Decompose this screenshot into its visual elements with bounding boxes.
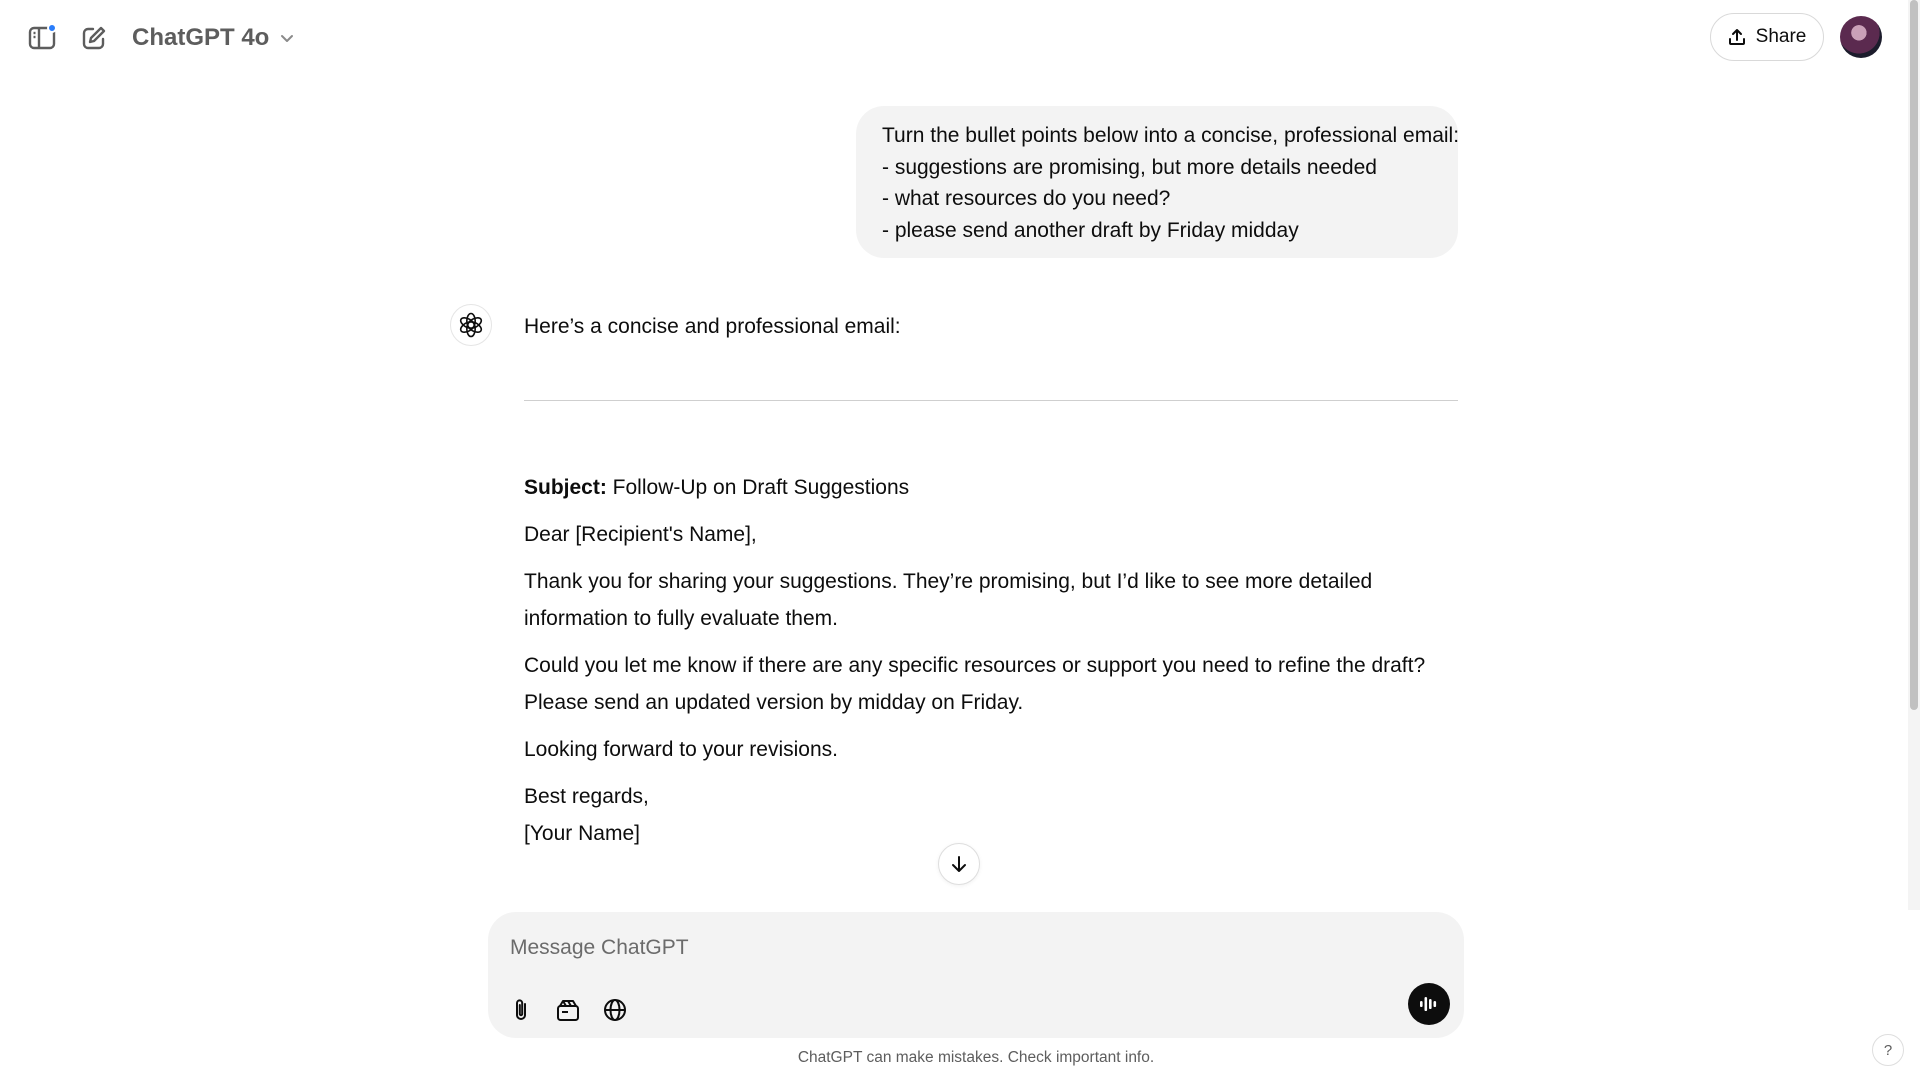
email-paragraph: Thank you for sharing your suggestions. They’re promising, but I’d like to see more detailed information to fully evaluate them. <box>524 570 1373 630</box>
attach-button[interactable] <box>502 991 540 1029</box>
openai-logo-icon <box>458 312 484 338</box>
share-button[interactable] <box>1710 13 1824 61</box>
user-message-line: - please send another draft by Friday midday <box>882 218 1299 242</box>
chevron-down-icon <box>279 30 295 46</box>
user-avatar[interactable] <box>1840 16 1882 58</box>
paperclip-icon <box>509 997 533 1023</box>
assistant-intro: Here’s a concise and professional email: <box>524 315 901 338</box>
globe-icon <box>602 997 628 1023</box>
web-search-button[interactable] <box>596 991 634 1029</box>
new-chat-icon <box>80 24 108 52</box>
email-signoff: Best regards, <box>524 785 649 808</box>
user-message-line: - what resources do you need? <box>882 187 1171 210</box>
assistant-message <box>524 312 1458 852</box>
notification-dot <box>47 23 57 33</box>
user-message-line: - suggestions are promising, but more details needed <box>882 155 1377 179</box>
message-input[interactable] <box>510 930 1410 966</box>
subject-text: Follow-Up on Draft Suggestions <box>606 476 910 499</box>
email-greeting: Dear [Recipient's Name], <box>524 523 757 546</box>
voice-mode-button[interactable] <box>1408 983 1450 1025</box>
top-bar <box>0 0 1920 74</box>
divider <box>524 400 1458 401</box>
sidebar-toggle-button[interactable] <box>22 18 62 58</box>
assistant-avatar <box>450 304 492 346</box>
model-name: ChatGPT 4o <box>132 24 270 51</box>
subject-label: Subject: <box>524 476 607 499</box>
email-paragraph: Could you let me know if there are any specific resources or support you need to refine the draft? Please send an updated version by midday on Friday. <box>524 654 1426 714</box>
arrow-down-icon <box>949 854 969 874</box>
model-selector[interactable] <box>132 18 295 58</box>
share-label: Share <box>1755 26 1807 47</box>
canvas-tools-icon <box>555 997 581 1023</box>
scrollbar-track[interactable] <box>1908 0 1920 910</box>
user-message-line: Turn the bullet points below into a concise, professional email: <box>882 124 1460 147</box>
email-draft <box>524 469 1458 852</box>
share-upload-icon <box>1728 28 1746 46</box>
email-signature: [Your Name] <box>524 822 640 845</box>
user-message-bubble <box>856 106 1458 258</box>
voice-waveform-icon <box>1417 993 1441 1015</box>
disclaimer-text: ChatGPT can make mistakes. Check important info. <box>797 1049 1155 1066</box>
message-composer <box>488 912 1464 1038</box>
help-button[interactable]: ? <box>1872 1034 1904 1066</box>
scroll-to-bottom-button[interactable] <box>938 843 980 885</box>
email-closing: Looking forward to your revisions. <box>524 738 838 761</box>
email-subject <box>524 469 1458 506</box>
scrollbar-thumb[interactable] <box>1910 0 1918 710</box>
canvas-tools-button[interactable] <box>549 991 587 1029</box>
new-chat-button[interactable] <box>74 18 114 58</box>
